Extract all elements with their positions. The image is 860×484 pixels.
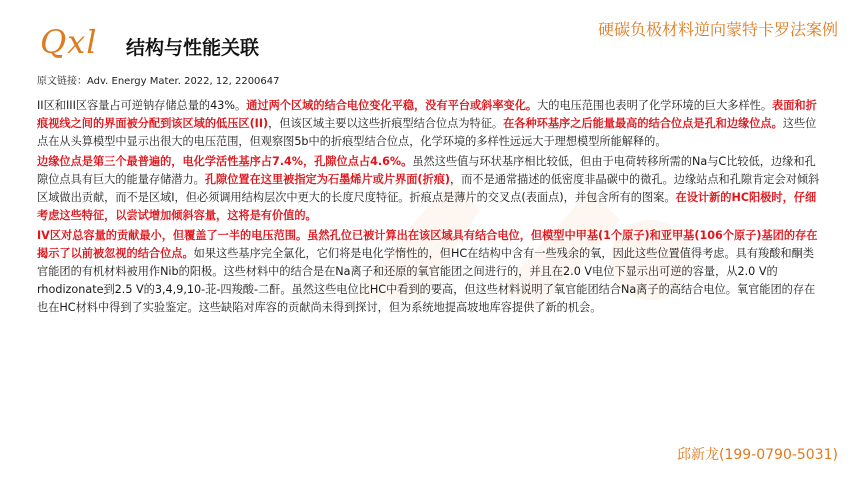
text-segment: 如果这些基序完全氯化，它们将是电化学惰性的，但HC在结构中含有一些残余的氧，因此这些位置值得考虑。具有羧酸和酮类官能团的有机材料被用作Nib的阳极。这些材料中的结合是在Na离子和还原的氧官能团之间进行的，并且在2.0 V电位下显示出可逆的容量，从2.0 V的rhodizonate到2.5 V的3,4,9,10-苝-四羧酸-二酐。虽然这些电位比HC中看到的要高，但这些材料说明了氧官能团结合Na离子的高结合电位。氧官能团的存在也在HC材料中得到了实验鉴定。这些缺陷对库容的贡献尚未得到探讨，但为系统地提高坡地库容提供了新的机会。 [37, 247, 816, 314]
highlight-segment: 孔隙位置在这里被指定为石墨烯片或片界面(折痕) [204, 173, 450, 186]
text-segment: 这些位点在从头算模型中显示出很大的电压范围，但观察图5b中的折痕型结合位点，化学环境的多样性远远大于理想模型所能解释的。 [37, 117, 817, 148]
slide-header [0, 0, 860, 70]
body-text [37, 97, 821, 319]
source-reference [37, 72, 280, 87]
highlight-segment: 在各种环基序之后能量最高的结合位点是孔和边缘位点。 [503, 117, 783, 130]
highlight-segment: 通过两个区域的结合电位变化平稳，没有平台或斜率变化。 [246, 99, 538, 112]
text-segment: 虽然这些值与环状基序相比较低，但由于电荷转移所需的Na与C比较低，边缘和孔隙位点具有巨大的能量存储潜力。 [37, 155, 816, 186]
source-citation: Adv. Energy Mater. 2022, 12, 2200647 [87, 76, 280, 87]
highlight-segment: IV区对总容量的贡献最小，但覆盖了一半的电压范围。虽然孔位已被计算出在该区域具有结合电位，但模型中甲基(1个原子)和亚甲基(106个原子)基团的存在揭示了以前被忽视的结合位点。 [37, 229, 818, 260]
text-segment: 大的电压范围也表明了化学环境的巨大多样性。 [537, 99, 773, 112]
text-segment: ，而不是通常描述的低密度非晶碳中的微孔。边缘站点和孔隙肯定会对倾斜区域做出贡献，而不是区域I，但必须调用结构层次中更大的长度尺度特征。折痕点是薄片的交叉点(表面点)，并包含所有的图案。 [37, 173, 820, 204]
highlight-segment: 在设计新的HC阳极时，仔细考虑这些特征，以尝试增加倾斜容量，这将是有价值的。 [37, 191, 817, 222]
text-segment: ，但该区域主要以这些折痕型结合位点为特征。 [268, 117, 504, 130]
page-title: 结构与性能关联 [126, 37, 260, 59]
source-label: 原文链接： [37, 76, 87, 87]
text-segment: II区和III区容量占可逆钠存储总量的43%。 [37, 99, 247, 112]
paragraph-regions-2-3 [37, 97, 821, 151]
highlight-segment: 表面和折痕视线之间的界面被分配到该区域的低压区(II) [37, 99, 817, 130]
contact-footer: 邱新龙(199-0790-5031) [676, 447, 838, 463]
paragraph-edge-sites [37, 153, 821, 225]
brand-logo: Qxl [40, 23, 98, 61]
case-title: 硬碳负极材料逆向蒙特卡罗法案例 [597, 20, 838, 39]
highlight-segment: 边缘位点是第三个最普遍的，电化学活性基序占7.4%，孔隙位点占4.6%。 [37, 155, 413, 168]
paragraph-region-4 [37, 227, 821, 317]
